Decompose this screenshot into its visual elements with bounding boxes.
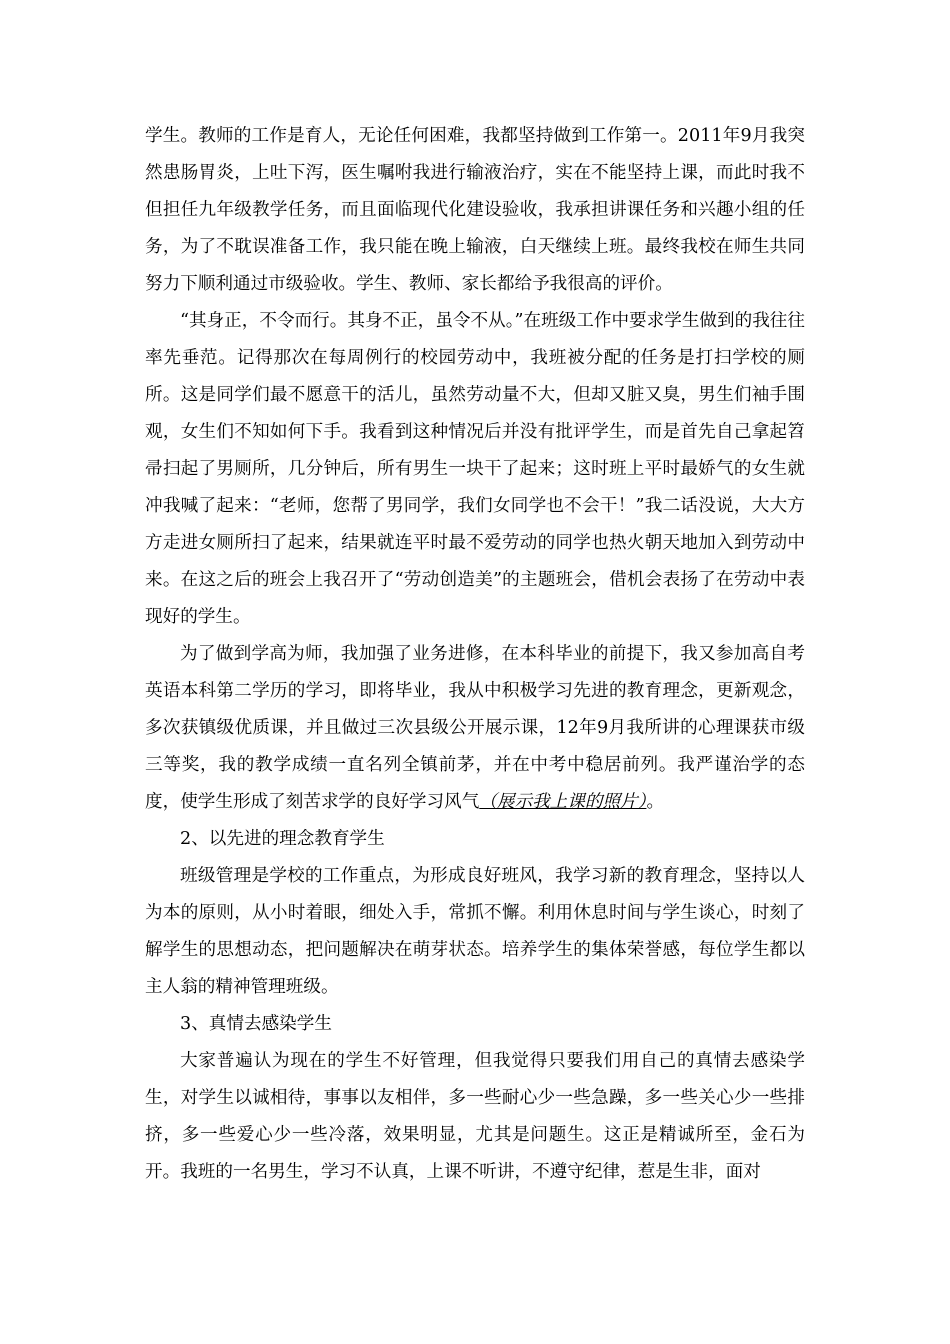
paragraph-3 (145, 636, 805, 821)
paragraph-4: 班级管理是学校的工作重点，为形成良好班风，我学习新的教育理念，坚持以人为本的原则，从小时着眼，细处入手，常抓不懈。利用休息时间与学生谈心，时刻了解学生的思想动态，把问题解决在萌芽状态。培养学生的集体荣誉感，每位学生都以主人翁的精神管理班级。 (145, 866, 805, 997)
paragraph-1: 学生。教师的工作是育人，无论任何困难，我都坚持做到工作第一。2011年9月我突然患肠胃炎，上吐下泻，医生嘱咐我进行输液治疗，实在不能坚持上课，而此时我不但担任九年级教学任务，而且面临现代化建设验收，我承担讲课任务和兴趣小组的任务，为了不耽误准备工作，我只能在晚上输液，白天继续上班。最终我校在师生共同努力下顺利通过市级验收。学生、教师、家长都给予我很高的评价。 (145, 126, 805, 294)
section-heading-2: 2、以先进的理念教育学生 (180, 829, 385, 849)
photo-note: （展示我上课的照片） (479, 792, 647, 812)
paragraph-3-text: 为了做到学高为师，我加强了业务进修，在本科毕业的前提下，我又参加高自考英语本科第二学历的学习，即将毕业，我从中积极学习先进的教育理念，更新观念，多次获镇级优质课，并且做过三次县级公开展示课，12年9月我所讲的心理课获市级三等奖，我的教学成绩一直名列全镇前茅，并在中考中稳居前列。我严谨治学的态度，使学生形成了刻苦求学的良好学习风气 (145, 644, 805, 812)
paragraph-5: 大家普遍认为现在的学生不好管理，但我觉得只要我们用自己的真情去感染学生，对学生以诚相待，事事以友相伴，多一些耐心少一些急躁，多一些关心少一些排挤，多一些爱心少一些冷落，效果明显，尤其是问题生。这正是精诚所至，金石为开。我班的一名男生，学习不认真，上课不听讲，不遵守纪律，惹是生非，面对 (145, 1051, 805, 1182)
section-heading-3: 3、真情去感染学生 (180, 1014, 332, 1034)
paragraph-2: “其身正，不令而行。其身不正，虽令不从。”在班级工作中要求学生做到的我往往率先垂范。记得那次在每周例行的校园劳动中，我班被分配的任务是打扫学校的厕所。这是同学们最不愿意干的活儿，虽然劳动量不大，但却又脏又臭，男生们袖手围观，女生们不知如何下手。我看到这种情况后并没有批评学生，而是首先自己拿起笤帚扫起了男厕所，几分钟后，所有男生一块干了起来；这时班上平时最娇气的女生就冲我喊了起来：“老师，您帮了男同学，我们女同学也不会干！”我二话没说，大大方方走进女厕所扫了起来，结果就连平时最不爱劳动的同学也热火朝天地加入到劳动中来。在这之后的班会上我召开了“劳动创造美”的主题班会，借机会表扬了在劳动中表现好的学生。 (145, 311, 805, 627)
document-body (145, 118, 805, 1191)
paragraph-3-end: 。 (646, 792, 665, 812)
